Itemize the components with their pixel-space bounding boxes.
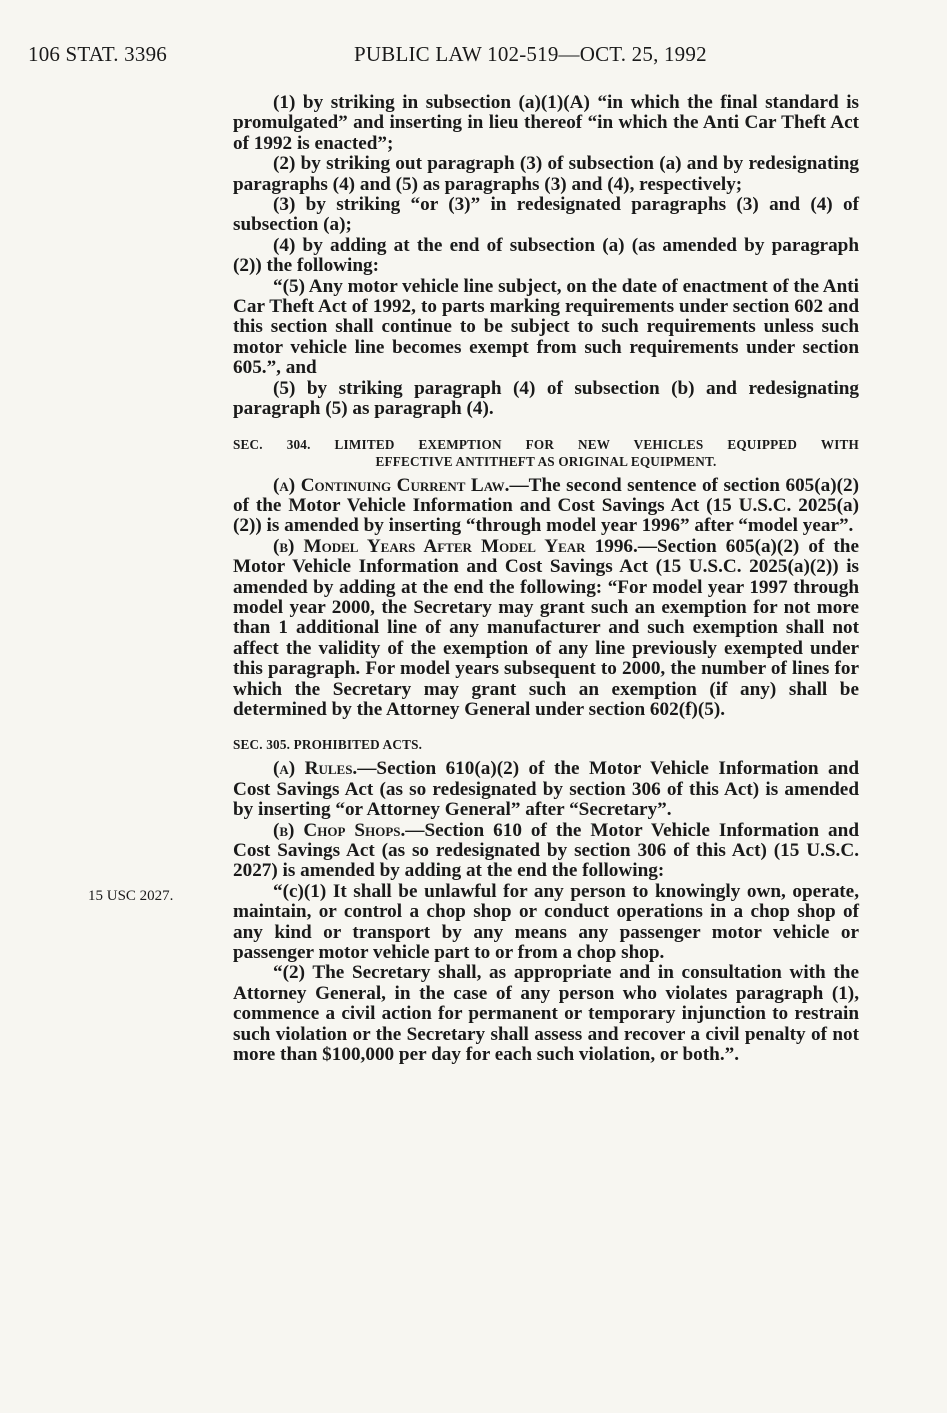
paragraph-4: (4) by adding at the end of subsection (a) (as amended by paragraph (2)) the following: <box>233 234 859 277</box>
section-304-subsection-b <box>233 537 859 721</box>
subsection-b-text: —Section 605(a)(2) of the Motor Vehicle Information and Cost Savings Act (15 U.S.C. 2025(a)(2)) is amended by adding at the end the following: “For model year 1997 through model year 2000, the Secretary may grant such an exemption for not more than 1 additional line of any manufacturer and such exemption shall not affect the validity of the exemption of any line previously exempted under this paragraph. For model years subsequent to 2000, the number of lines for which the Secretary may grant such an exemption (if any) shall be determined by the Attorney General under section 602(f)(5). <box>233 535 859 720</box>
subsection-a-text: —Section 610(a)(2) of the Motor Vehicle Information and Cost Savings Act (as so redesignated by section 306 of this Act) is amended by inserting “or Attorney General” after “Secretary”. <box>233 758 859 821</box>
subsection-a-heading: (a) Rules. <box>273 758 358 780</box>
section-305-heading: SEC. 305. PROHIBITED ACTS. <box>233 737 423 753</box>
section-304-title-line2: EFFECTIVE ANTITHEFT AS ORIGINAL EQUIPMENT. <box>375 453 717 469</box>
quoted-paragraph-5: “(5) Any motor vehicle line subject, on the date of enactment of the Anti Car Theft Act of 1992, to parts marking requirements under section 602 and this section shall continue to be subject to such requirements unless such motor vehicle line becomes exempt from such requirements under section 605.”, and <box>233 275 859 379</box>
section-304-subsection-a <box>233 476 859 537</box>
section-304-title-line1: SEC. 304. LIMITED EXEMPTION FOR NEW VEHICLES EQUIPPED WITH <box>233 436 859 452</box>
subsection-b-heading: (b) Model Years After Model Year 1996. <box>273 535 638 557</box>
paragraph-1: (1) by striking in subsection (a)(1)(A) “in which the final standard is promulgated” and inserting in lieu thereof “in which the Anti Car Theft Act of 1992 is enacted”; <box>233 92 859 154</box>
law-title-date: PUBLIC LAW 102-519—OCT. 25, 1992 <box>354 42 707 66</box>
quoted-subsection-c1: “(c)(1) It shall be unlawful for any person to knowingly own, operate, maintain, or control a chop shop or conduct operations in a chop shop of any kind or transport by any means any passenger motor vehicle or passenger motor vehicle part to or from a chop shop. <box>233 880 859 964</box>
document-body <box>233 93 859 1065</box>
section-304-heading <box>233 436 859 470</box>
subsection-a-text: —The second sentence of section 605(a)(2) of the Motor Vehicle Information and Cost Savings Act (15 U.S.C. 2025(a)(2)) is amended by inserting “through model year 1996” after “model year”. <box>233 474 859 537</box>
section-305-subsection-b <box>233 821 859 882</box>
subsection-a-heading: (a) Continuing Current Law. <box>273 474 510 496</box>
quoted-subsection-c2: “(2) The Secretary shall, as appropriate and in consultation with the Attorney General, in the case of any person who violates paragraph (1), commence a civil action for permanent or temporary injunction to restrain such violation or the Secretary shall assess and recover a civil penalty of not more than $100,000 per day for each such violation, or both.”. <box>233 962 859 1066</box>
subsection-b-heading: (b) Chop Shops. <box>273 819 406 841</box>
paragraph-2: (2) by striking out paragraph (3) of subsection (a) and by redesignating paragraphs (4) and (5) as paragraphs (3) and (4), respectively; <box>233 153 859 195</box>
paragraph-3: (3) by striking “or (3)” in redesignated paragraphs (3) and (4) of subsection (a); <box>233 194 859 236</box>
subsection-b-text: —Section 610 of the Motor Vehicle Information and Cost Savings Act (as so redesignated by section 306 of this Act) (15 U.S.C. 2027) is amended by adding at the end the following: <box>233 819 859 882</box>
paragraph-5: (5) by striking paragraph (4) of subsection (b) and redesignating paragraph (5) as paragraph (4). <box>233 377 859 420</box>
margin-citation: 15 USC 2027. <box>88 888 174 904</box>
section-305-subsection-a <box>233 759 859 820</box>
statute-page-number: 106 STAT. 3396 <box>28 42 167 66</box>
